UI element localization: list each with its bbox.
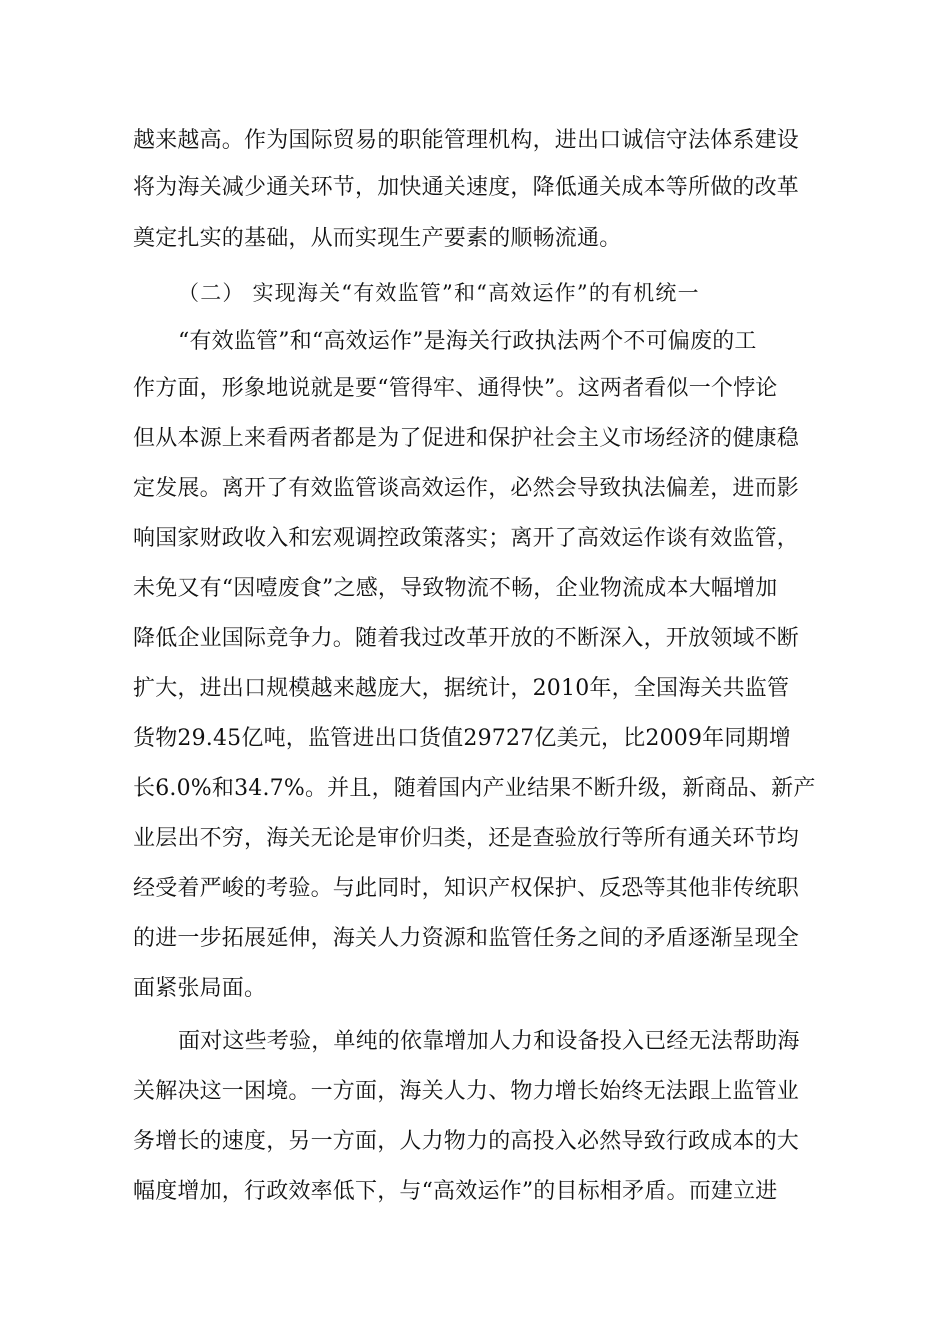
text-line: 幅度增加，行政效率低下，与“高效运作”的目标相矛盾。而建立进 bbox=[133, 1179, 778, 1204]
text-line: 作方面，形象地说就是要“管得牢、通得快”。这两者看似一个悖论 bbox=[133, 376, 778, 401]
text-line: 奠定扎实的基础，从而实现生产要素的顺畅流通。 bbox=[133, 226, 622, 251]
text-line: 面紧张局面。 bbox=[133, 976, 267, 1001]
text-line: 将为海关减少通关环节，加快通关速度，降低通关成本等所做的改革 bbox=[133, 175, 800, 200]
text-line: 的进一步拓展延伸，海关人力资源和监管任务之间的矛盾逐渐呈现全 bbox=[133, 926, 800, 951]
text-line: 长6.0%和34.7%。并且，随着国内产业结果不断升级，新商品、新产 bbox=[133, 776, 816, 801]
text-line: 越来越高。作为国际贸易的职能管理机构，进出口诚信守法体系建设 bbox=[133, 128, 800, 153]
text-line: 未免又有“因噎废食”之感，导致物流不畅，企业物流成本大幅增加 bbox=[133, 576, 778, 601]
section-heading: （二） 实现海关“有效监管”和“高效运作”的有机统一 bbox=[178, 281, 700, 305]
text-line: 定发展。离开了有效监管谈高效运作，必然会导致执法偏差，进而影 bbox=[133, 476, 800, 501]
text-line: 关解决这一困境。一方面，海关人力、物力增长始终无法跟上监管业 bbox=[133, 1079, 800, 1104]
text-line: 业层出不穷，海关无论是审价归类，还是查验放行等所有通关环节均 bbox=[133, 826, 800, 851]
text-line: 扩大，进出口规模越来越庞大，据统计，2010年，全国海关共监管 bbox=[133, 676, 790, 701]
text-line: 货物29.45亿吨，监管进出口货值29727亿美元，比2009年同期增 bbox=[133, 726, 791, 751]
text-line: 降低企业国际竞争力。随着我过改革开放的不断深入，开放领域不断 bbox=[133, 626, 800, 651]
text-line: 但从本源上来看两者都是为了促进和保护社会主义市场经济的健康稳 bbox=[133, 426, 800, 451]
text-line: 经受着严峻的考验。与此同时，知识产权保护、反恐等其他非传统职 bbox=[133, 876, 800, 901]
text-line: 务增长的速度，另一方面，人力物力的高投入必然导致行政成本的大 bbox=[133, 1129, 800, 1154]
text-line: 响国家财政收入和宏观调控政策落实；离开了高效运作谈有效监管， bbox=[133, 526, 800, 551]
text-line: “有效监管”和“高效运作”是海关行政执法两个不可偏废的工 bbox=[178, 329, 757, 354]
text-line: 面对这些考验，单纯的依靠增加人力和设备投入已经无法帮助海 bbox=[178, 1029, 800, 1054]
